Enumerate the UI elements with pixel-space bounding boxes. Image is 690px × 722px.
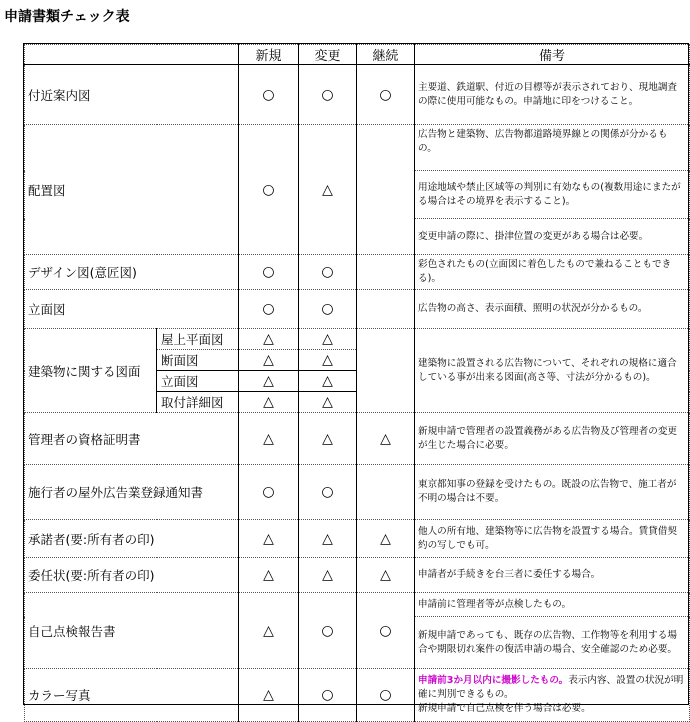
mark-new: ○ <box>239 65 299 125</box>
sub-item-name: 屋上平面図 <box>157 329 239 350</box>
mark-continue <box>357 290 415 329</box>
mark-continue: △ <box>357 520 415 558</box>
mark-new: △ <box>239 558 299 593</box>
mark-continue: ○ <box>357 669 415 722</box>
row-note: 申請者が手続きを台三者に委任する場合。 <box>415 558 690 593</box>
table-row <box>25 125 690 171</box>
note-text: 表示内容、設置の状況が明確に判別できるもの。 <box>418 675 684 700</box>
mark-new: ○ <box>239 255 299 290</box>
checklist-table <box>24 44 690 722</box>
table-row <box>25 465 690 520</box>
row-note <box>415 669 690 722</box>
table-row <box>25 558 690 593</box>
page-title: 申請書類チェック表 <box>4 9 130 25</box>
mark-continue: ○ <box>357 65 415 125</box>
header-remarks: 備考 <box>415 45 690 65</box>
row-note: 広告物の高さ、表示面積、照明の状況が分かるもの。 <box>415 290 690 329</box>
row-note: 他人の所有地、建築物等に広告物を設置する場合。賃貸借契約の写しでも可。 <box>415 520 690 558</box>
sub-item-name: 立面図 <box>157 371 239 392</box>
mark-continue: ○ <box>357 593 415 669</box>
mark-new: △ <box>239 392 299 413</box>
row-name: カラー写真 <box>25 669 239 722</box>
mark-change: △ <box>299 125 357 255</box>
header-continue: 継続 <box>357 45 415 65</box>
mark-new: ○ <box>239 465 299 520</box>
row-note: 彩色されたもの(立面図に着色したもので兼ねることもできる)。 <box>415 255 690 290</box>
mark-new: △ <box>239 350 299 371</box>
mark-continue <box>357 255 415 290</box>
row-name: 配置図 <box>25 125 239 255</box>
row-name: 施行者の屋外広告業登録通知書 <box>25 465 239 520</box>
mark-change: △ <box>299 413 357 465</box>
note-text: 新規申請で自己点検を伴う場合は必要。 <box>418 703 591 714</box>
row-note: 主要道、鉄道駅、付近の目標等が表示されており、現地調査の際に使用可能なもの。申請地に印をつけること。 <box>415 65 690 125</box>
row-name: デザイン図(意匠図) <box>25 255 239 290</box>
header-new: 新規 <box>239 45 299 65</box>
mark-change: ○ <box>299 593 357 669</box>
mark-change: △ <box>299 350 357 371</box>
mark-continue <box>357 329 415 413</box>
table-row <box>25 669 690 722</box>
mark-new: ○ <box>239 290 299 329</box>
mark-change: △ <box>299 558 357 593</box>
mark-new: ○ <box>239 125 299 255</box>
mark-change: ○ <box>299 65 357 125</box>
mark-new: △ <box>239 329 299 350</box>
highlight-note: 申請前3か月以内に撮影したもの。 <box>418 675 569 686</box>
mark-change: ○ <box>299 465 357 520</box>
row-note: 東京都知事の登録を受けたもの。既設の広告物で、施工者が不明の場合は不要。 <box>415 465 690 520</box>
mark-continue: △ <box>357 558 415 593</box>
row-note: 広告物と建築物、広告物都道路境界線との関係が分かるもの。 <box>415 125 690 171</box>
mark-new: △ <box>239 371 299 392</box>
row-name: 委任状(要:所有者の印) <box>25 558 239 593</box>
mark-change: △ <box>299 392 357 413</box>
table-row <box>25 65 690 125</box>
row-note: 申請前に管理者等が点検したもの。 <box>415 593 690 617</box>
table-row <box>25 593 690 617</box>
mark-change: ○ <box>299 669 357 722</box>
table-row <box>25 520 690 558</box>
row-name: 建築物に関する図面 <box>25 329 157 413</box>
row-note: 建築物に設置される広告物について、それぞれの規格に適合している事が出来る図面(高さ等、寸法が分かるもの)。 <box>415 329 690 413</box>
mark-new: △ <box>239 669 299 722</box>
row-note: 新規申請であっても、既存の広告物、工作物等を利用する場合や期限切れ案件の復活申請の場合、安全確認のため必要。 <box>415 617 690 669</box>
row-name: 承諾者(要:所有者の印) <box>25 520 239 558</box>
sub-item-name: 断面図 <box>157 350 239 371</box>
row-name: 自己点検報告書 <box>25 593 239 669</box>
row-name: 付近案内図 <box>25 65 239 125</box>
header-item <box>25 45 239 65</box>
mark-new: △ <box>239 520 299 558</box>
header-change: 変更 <box>299 45 357 65</box>
row-note: 変更申請の際に、掛津位置の変更がある場合は必要。 <box>415 219 690 255</box>
table-row <box>25 255 690 290</box>
mark-continue <box>357 125 415 255</box>
mark-new: △ <box>239 593 299 669</box>
mark-change: △ <box>299 520 357 558</box>
table-row <box>25 413 690 465</box>
row-note: 用途地域や禁止区域等の判別に有効なもの(複数用途にまたがる場合はその境界を表示すること)。 <box>415 171 690 219</box>
mark-change: ○ <box>299 290 357 329</box>
mark-change: △ <box>299 329 357 350</box>
mark-change: △ <box>299 371 357 392</box>
mark-change: ○ <box>299 255 357 290</box>
row-name: 立面図 <box>25 290 239 329</box>
table-row <box>25 290 690 329</box>
mark-continue: △ <box>357 413 415 465</box>
row-note: 新規申請で管理者の設置義務がある広告物及び管理者の変更が生じた場合に必要。 <box>415 413 690 465</box>
table-row <box>25 329 690 350</box>
mark-continue <box>357 465 415 520</box>
header-row <box>25 45 690 65</box>
row-name: 管理者の資格証明書 <box>25 413 239 465</box>
mark-new: △ <box>239 413 299 465</box>
sub-item-name: 取付詳細図 <box>157 392 239 413</box>
